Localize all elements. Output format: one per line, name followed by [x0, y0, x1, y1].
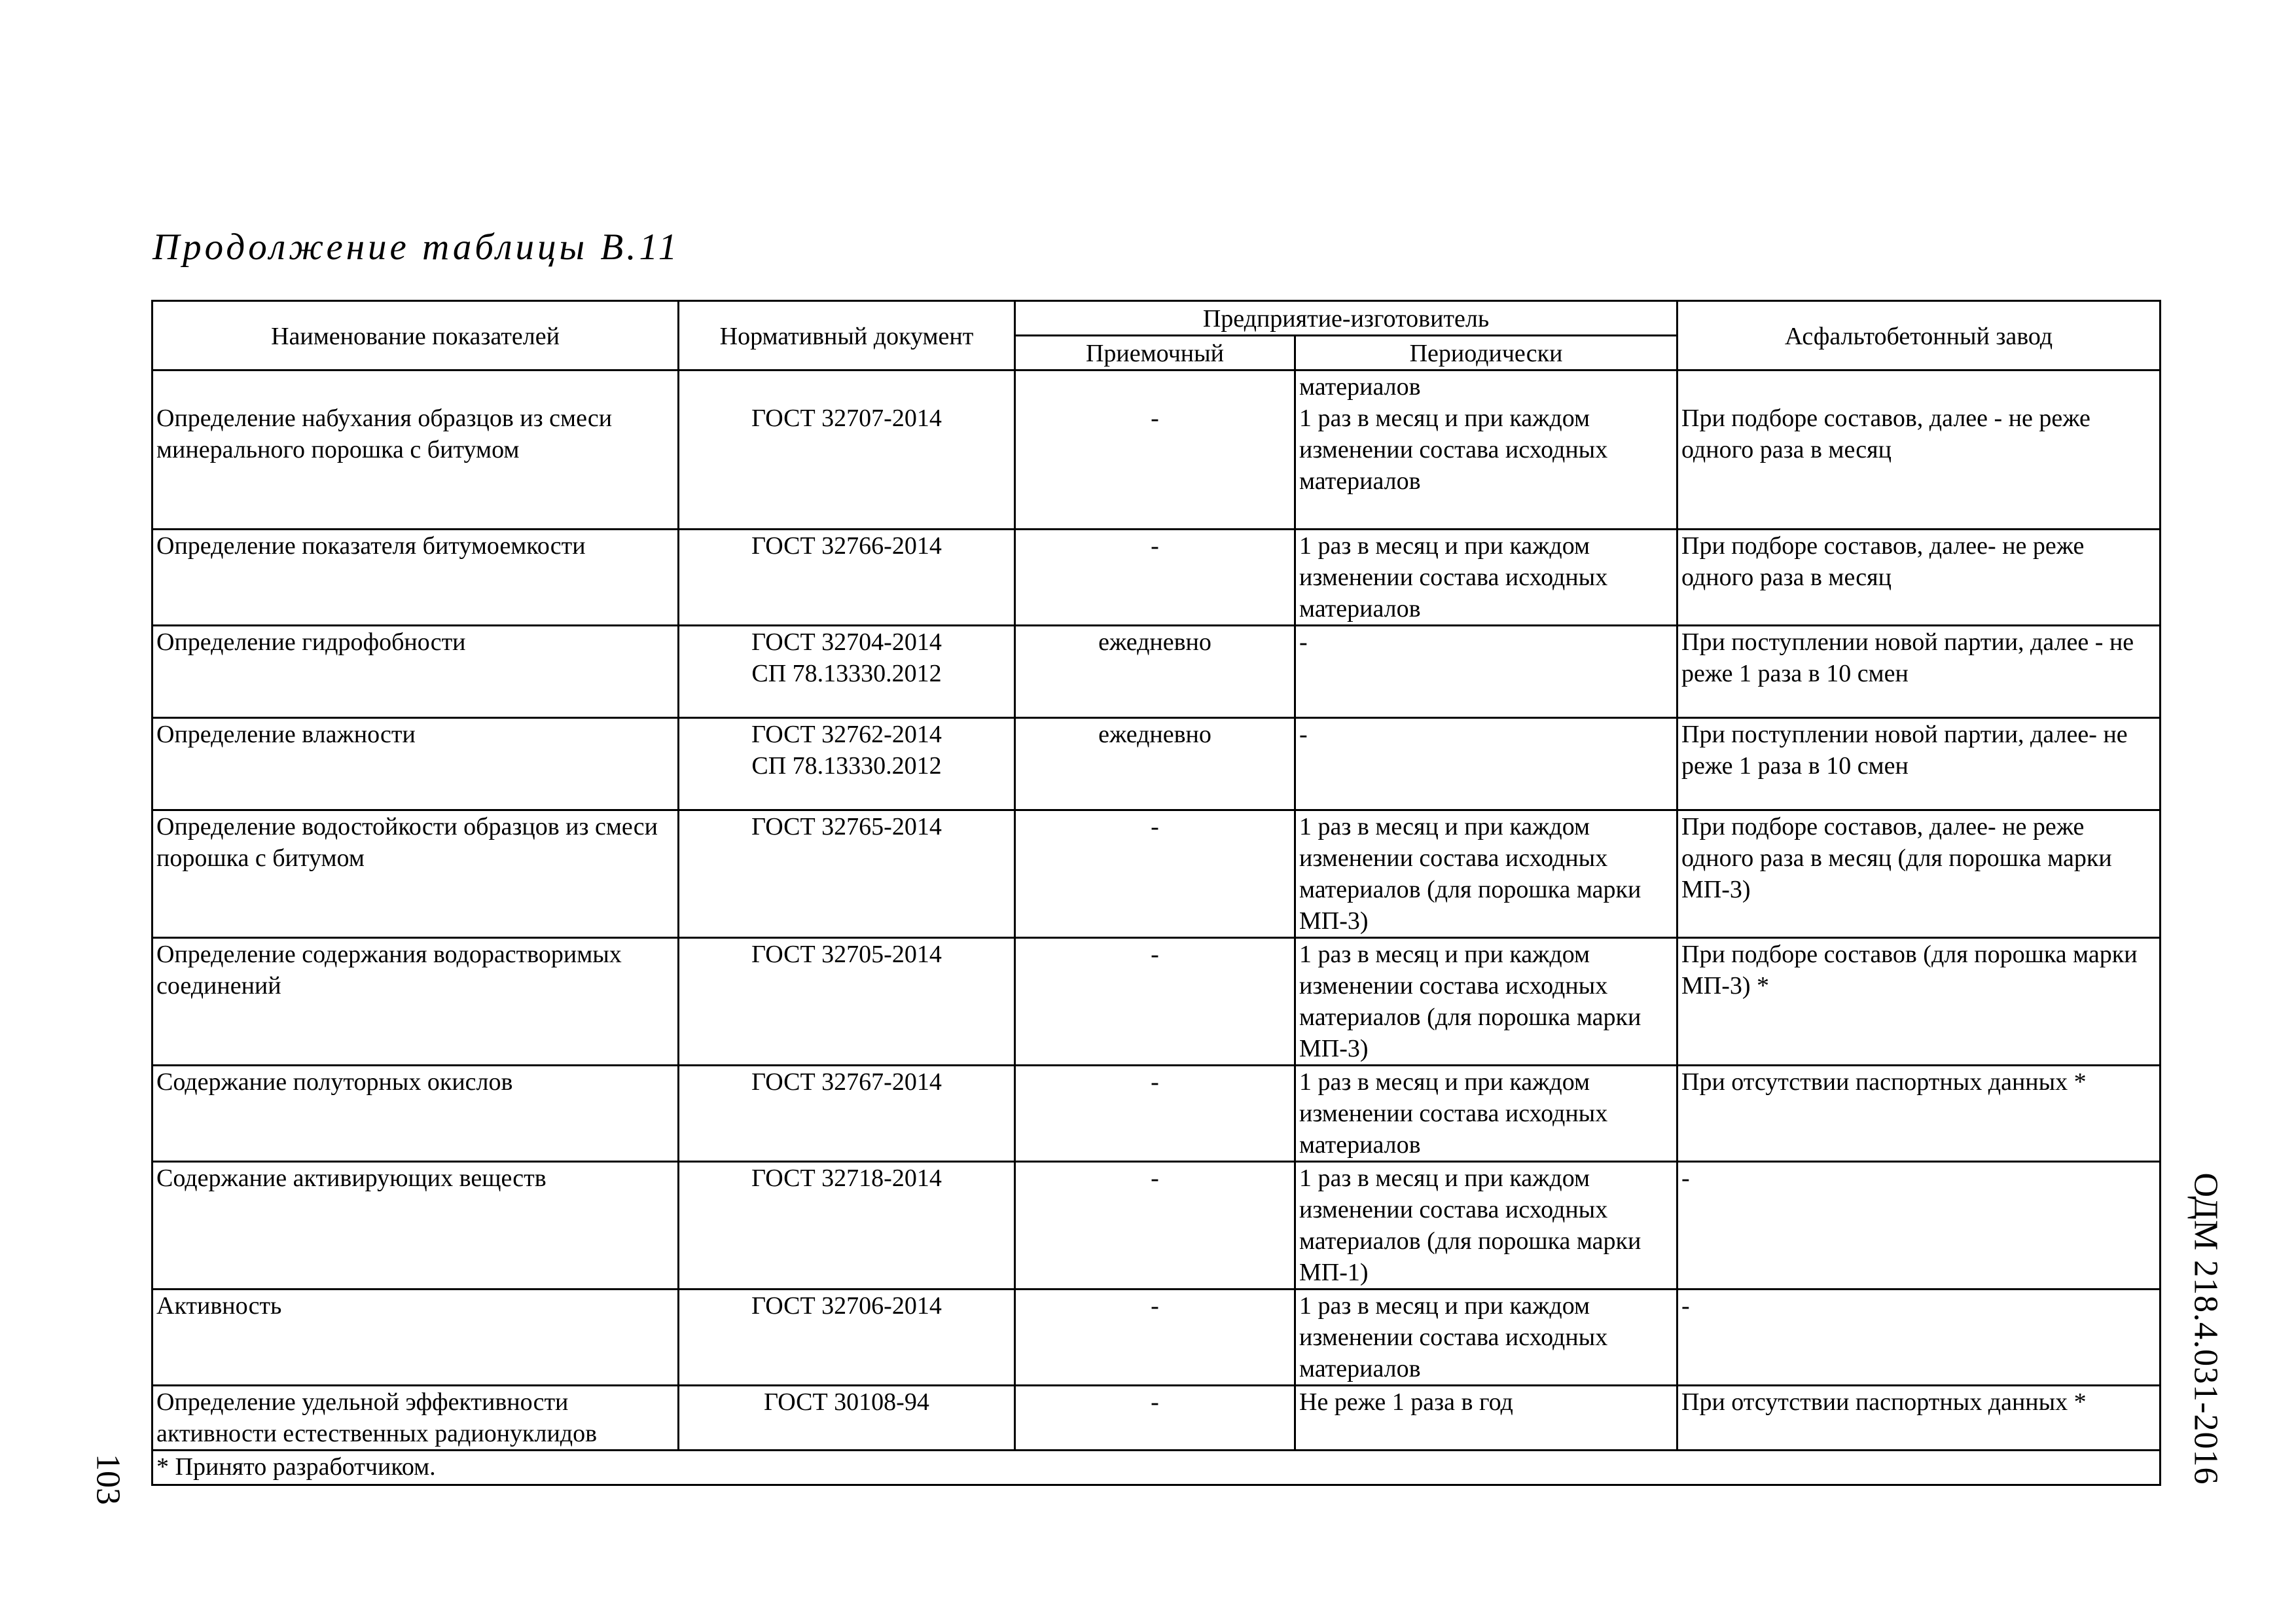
cell-doc: ГОСТ 32767-2014: [679, 1066, 1015, 1162]
cell-name: Определение набухания образцов из смеси минерального порошка с битумом: [152, 370, 679, 530]
table-row: [152, 1162, 2161, 1290]
cell-acceptance: -: [1015, 370, 1295, 530]
cell-doc-line: ГОСТ 32704-2014: [751, 628, 942, 656]
cell-periodic: 1 раз в месяц и при каждом изменении состава исходных материалов: [1295, 530, 1677, 626]
cell-name: Определение гидрофобности: [152, 626, 679, 718]
cell-periodic-carry: материалов: [1299, 373, 1421, 401]
cell-plant: При поступлении новой партии, далее- не реже 1 раза в 10 смен: [1677, 718, 2161, 810]
cell-doc: [679, 626, 1015, 718]
table-row: [152, 938, 2161, 1066]
cell-name: Активность: [152, 1290, 679, 1386]
footnote: * Принято разработчиком.: [152, 1451, 2161, 1485]
cell-acceptance: -: [1015, 530, 1295, 626]
cell-plant: При подборе составов (для порошка марки МП-3) *: [1677, 938, 2161, 1066]
cell-plant: При подборе составов, далее - не реже одного раза в месяц: [1677, 370, 2161, 530]
cell-acceptance: ежедневно: [1015, 718, 1295, 810]
cell-acceptance: -: [1015, 1066, 1295, 1162]
cell-plant: -: [1677, 1290, 2161, 1386]
table-row: [152, 1066, 2161, 1162]
header-acceptance: Приемочный: [1015, 336, 1295, 370]
cell-name: Определение удельной эффективности активности естественных радионуклидов: [152, 1386, 679, 1451]
page-number: [85, 1443, 131, 1515]
cell-acceptance: -: [1015, 1386, 1295, 1451]
cell-periodic: 1 раз в месяц и при каждом изменении состава исходных материалов (для порошка марки МП-3): [1295, 938, 1677, 1066]
cell-plant: При отсутствии паспортных данных *: [1677, 1386, 2161, 1451]
document-code-text: ОДМ 218.4.031-2016: [2187, 1172, 2225, 1485]
cell-acceptance: -: [1015, 1162, 1295, 1290]
page-number-text: 103: [89, 1454, 127, 1505]
cell-doc: ГОСТ 32706-2014: [679, 1290, 1015, 1386]
cell-plant: При поступлении новой партии, далее - не реже 1 раза в 10 смен: [1677, 626, 2161, 718]
cell-doc: ГОСТ 32707-2014: [679, 370, 1015, 530]
header-normative: Нормативный документ: [679, 301, 1015, 370]
cell-doc: ГОСТ 32705-2014: [679, 938, 1015, 1066]
cell-acceptance: ежедневно: [1015, 626, 1295, 718]
cell-doc: ГОСТ 32718-2014: [679, 1162, 1015, 1290]
table-row: [152, 1290, 2161, 1386]
cell-periodic: -: [1295, 718, 1677, 810]
cell-periodic: 1 раз в месяц и при каждом изменении состава исходных материалов: [1295, 1290, 1677, 1386]
table-row: [152, 530, 2161, 626]
header-plant: Асфальтобетонный завод: [1677, 301, 2161, 370]
cell-periodic: 1 раз в месяц и при каждом изменении состава исходных материалов (для порошка марки МП-1): [1295, 1162, 1677, 1290]
cell-periodic-text: 1 раз в месяц и при каждом изменении состава исходных материалов: [1299, 405, 1608, 495]
header-name: Наименование показателей: [152, 301, 679, 370]
cell-plant: При подборе составов, далее- не реже одного раза в месяц (для порошка марки МП-3): [1677, 810, 2161, 938]
cell-acceptance: -: [1015, 1290, 1295, 1386]
table-row: [152, 810, 2161, 938]
cell-periodic: -: [1295, 626, 1677, 718]
cell-doc: ГОСТ 30108-94: [679, 1386, 1015, 1451]
header-periodic: Периодически: [1295, 336, 1677, 370]
cell-plant: При подборе составов, далее- не реже одного раза в месяц: [1677, 530, 2161, 626]
control-table: [151, 300, 2161, 1486]
cell-name: Содержание активирующих веществ: [152, 1162, 679, 1290]
document-code: [2176, 1152, 2235, 1506]
cell-doc: ГОСТ 32765-2014: [679, 810, 1015, 938]
cell-name: Определение показателя битумоемкости: [152, 530, 679, 626]
cell-doc-line: СП 78.13330.2012: [751, 660, 942, 687]
cell-plant: -: [1677, 1162, 2161, 1290]
cell-doc-line: СП 78.13330.2012: [751, 752, 942, 780]
table-row: [152, 718, 2161, 810]
table-caption: Продолжение таблицы В.11: [152, 226, 681, 268]
cell-periodic: 1 раз в месяц и при каждом изменении состава исходных материалов (для порошка марки МП-3): [1295, 810, 1677, 938]
cell-periodic: Не реже 1 раза в год: [1295, 1386, 1677, 1451]
table-header: [152, 301, 2161, 370]
table-row: [152, 626, 2161, 718]
footnote-row: [152, 1451, 2161, 1485]
cell-name: Содержание полуторных окислов: [152, 1066, 679, 1162]
cell-periodic: 1 раз в месяц и при каждом изменении состава исходных материалов: [1295, 1066, 1677, 1162]
table-row: [152, 1386, 2161, 1451]
cell-name: Определение водостойкости образцов из смеси порошка с битумом: [152, 810, 679, 938]
cell-plant: При отсутствии паспортных данных *: [1677, 1066, 2161, 1162]
cell-periodic: [1295, 370, 1677, 530]
cell-name: Определение содержания водорастворимых соединений: [152, 938, 679, 1066]
cell-doc: [679, 718, 1015, 810]
header-manufacturer: Предприятие-изготовитель: [1015, 301, 1677, 336]
table-row: [152, 370, 2161, 530]
cell-doc: ГОСТ 32766-2014: [679, 530, 1015, 626]
cell-acceptance: -: [1015, 938, 1295, 1066]
cell-doc-line: ГОСТ 32762-2014: [751, 721, 942, 748]
cell-name: Определение влажности: [152, 718, 679, 810]
cell-acceptance: -: [1015, 810, 1295, 938]
